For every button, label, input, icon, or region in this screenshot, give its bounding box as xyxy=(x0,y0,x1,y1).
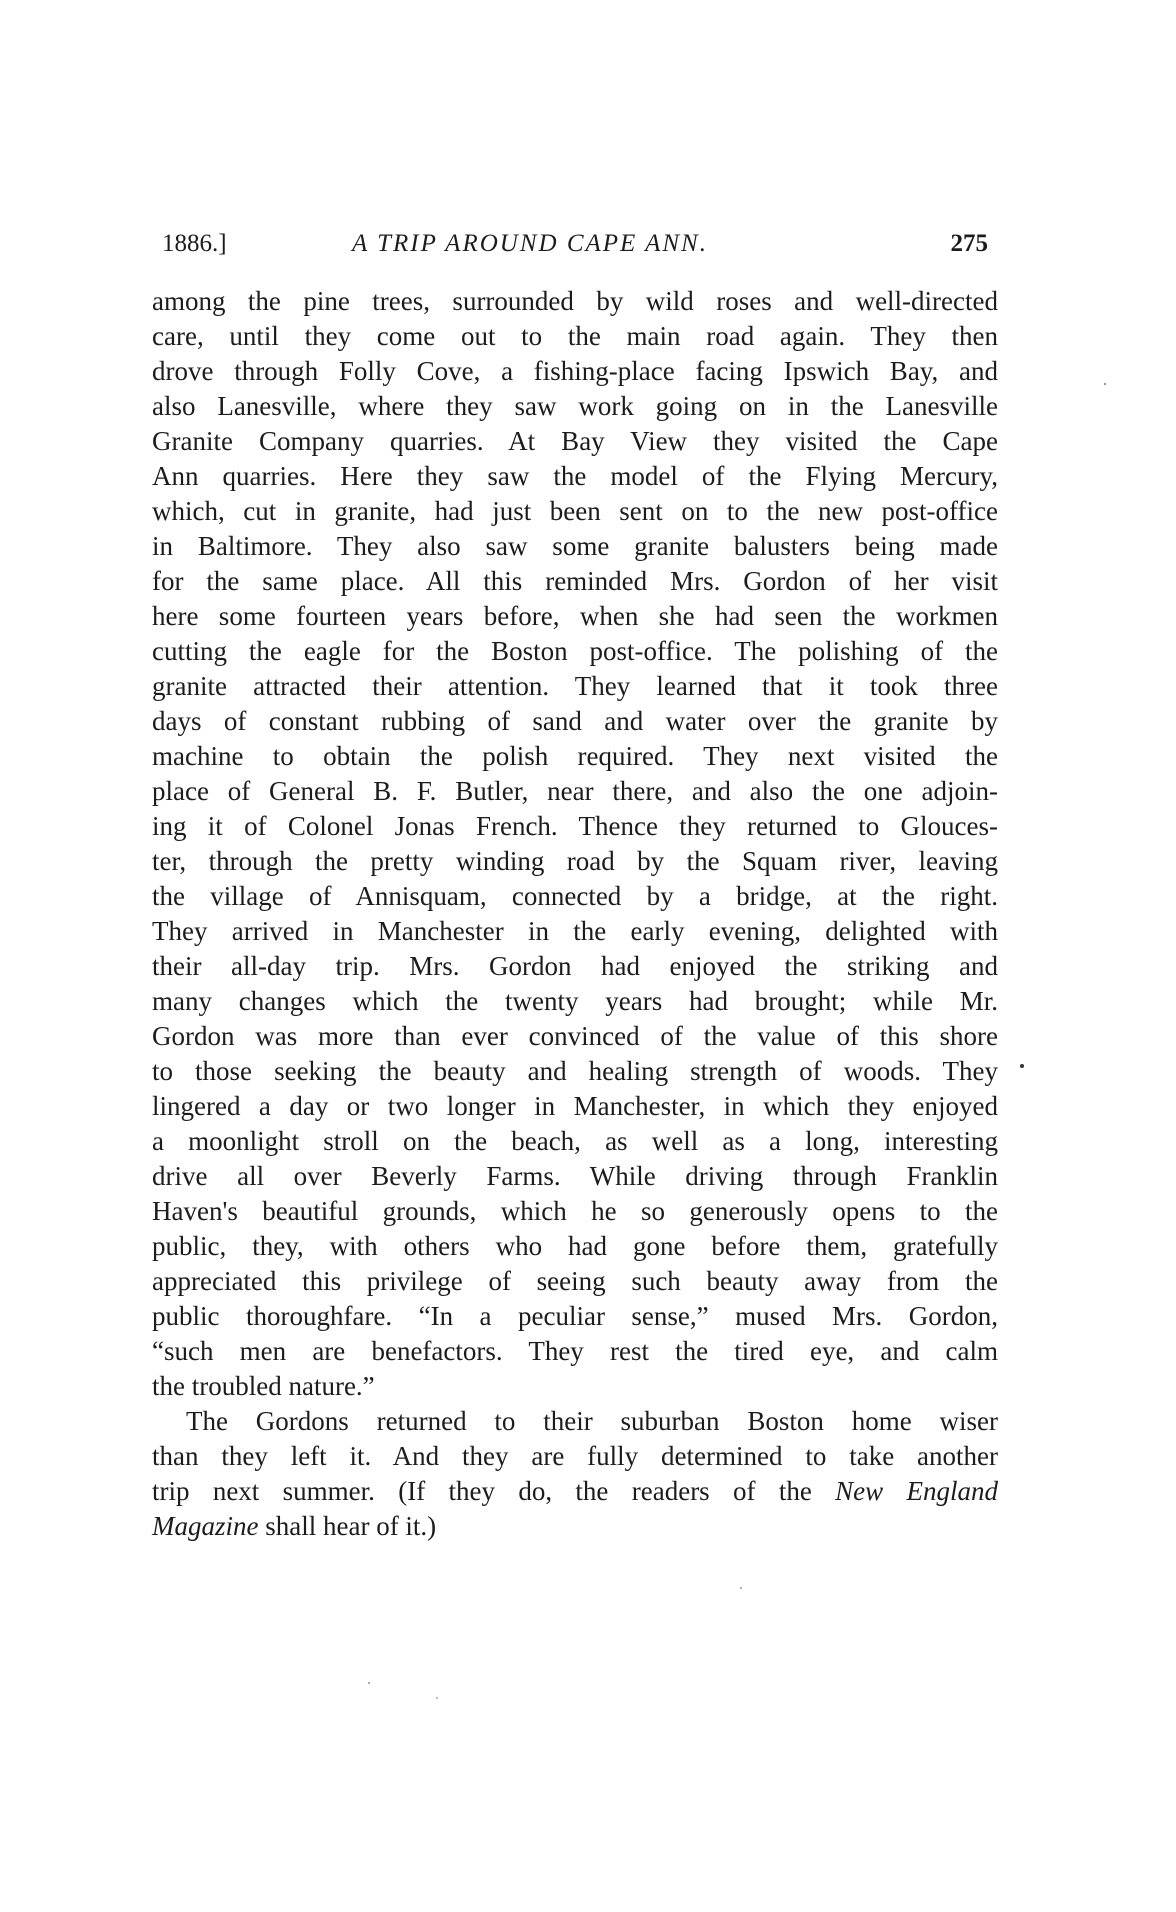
text-line: which, cut in granite, had just been sent on to the new post-office xyxy=(152,496,998,526)
text-line: the village of Annisquam, connected by a bridge, at the right. xyxy=(152,881,998,911)
text-line: among the pine trees, surrounded by wild roses and well-directed xyxy=(152,286,998,316)
magazine-title-italic: New England xyxy=(835,1476,998,1506)
text-line: ing it of Colonel Jonas French. Thence they returned to Glouces- xyxy=(152,811,998,841)
text-line: They arrived in Manchester in the early evening, delighted with xyxy=(152,916,998,946)
text-line: their all-day trip. Mrs. Gordon had enjoyed the striking and xyxy=(152,951,998,981)
ink-speck xyxy=(1104,383,1106,385)
text-line: Granite Company quarries. At Bay View they visited the Cape xyxy=(152,426,998,456)
paragraph-1 xyxy=(152,284,998,1404)
text-line: machine to obtain the polish required. They next visited the xyxy=(152,741,998,771)
text-line: many changes which the twenty years had brought; while Mr. xyxy=(152,986,998,1016)
text-line: in Baltimore. They also saw some granite balusters being made xyxy=(152,531,998,561)
text-line: drove through Folly Cove, a fishing-place facing Ipswich Bay, and xyxy=(152,356,998,386)
text-line xyxy=(152,1474,998,1509)
text-line: for the same place. All this reminded Mrs. Gordon of her visit xyxy=(152,566,998,596)
header-year: 1886.] xyxy=(162,230,227,257)
ink-speck xyxy=(1020,1064,1024,1068)
ink-speck xyxy=(368,1682,370,1684)
text-line: Ann quarries. Here they saw the model of the Flying Mercury, xyxy=(152,461,998,491)
text-line: to those seeking the beauty and healing strength of woods. They xyxy=(152,1056,998,1086)
text-line: The Gordons returned to their suburban Boston home wiser xyxy=(186,1406,998,1436)
text-line: than they left it. And they are fully determined to take another xyxy=(152,1441,998,1471)
text-span: shall hear of it.) xyxy=(258,1511,437,1541)
text-line: care, until they come out to the main road again. They then xyxy=(152,321,998,351)
text-span: trip next summer. (If they do, the readers of the xyxy=(152,1476,836,1506)
running-title: A TRIP AROUND CAPE ANN. xyxy=(352,230,708,257)
text-line: here some fourteen years before, when she had seen the workmen xyxy=(152,601,998,631)
text-line: days of constant rubbing of sand and water over the granite by xyxy=(152,706,998,736)
ink-speck xyxy=(436,1697,438,1699)
page-number: 275 xyxy=(950,230,988,257)
text-line: cutting the eagle for the Boston post-office. The polishing of the xyxy=(152,636,998,666)
paragraph-2 xyxy=(152,1404,998,1544)
text-line: ter, through the pretty winding road by the Squam river, leaving xyxy=(152,846,998,876)
text-line: Haven's beautiful grounds, which he so generously opens to the xyxy=(152,1196,998,1226)
text-line: also Lanesville, where they saw work going on in the Lanesville xyxy=(152,391,998,421)
page-header xyxy=(162,226,988,262)
text-line xyxy=(152,1509,998,1544)
text-line: “such men are benefactors. They rest the tired eye, and calm xyxy=(152,1336,998,1366)
text-line: place of General B. F. Butler, near there, and also the one adjoin- xyxy=(152,776,998,806)
ink-speck xyxy=(740,1587,742,1589)
text-line: public, they, with others who had gone before them, gratefully xyxy=(152,1231,998,1261)
text-line: public thoroughfare. “In a peculiar sense,” mused Mrs. Gordon, xyxy=(152,1301,998,1331)
text-line: the troubled nature.” xyxy=(152,1371,375,1401)
text-line: a moonlight stroll on the beach, as well as a long, interesting xyxy=(152,1126,998,1156)
text-line: Gordon was more than ever convinced of the value of this shore xyxy=(152,1021,998,1051)
text-line: lingered a day or two longer in Manchester, in which they enjoyed xyxy=(152,1091,998,1121)
text-line: granite attracted their attention. They learned that it took three xyxy=(152,671,998,701)
magazine-title-italic: Magazine xyxy=(152,1511,259,1541)
text-line: appreciated this privilege of seeing such beauty away from the xyxy=(152,1266,998,1296)
body-text xyxy=(152,284,998,1544)
text-line: drive all over Beverly Farms. While driving through Franklin xyxy=(152,1161,998,1191)
